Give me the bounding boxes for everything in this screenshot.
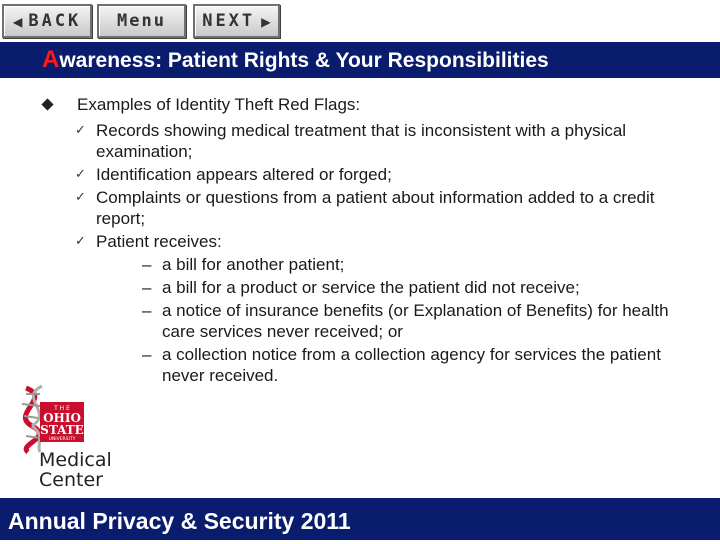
svg-text:T H E: T H E (54, 405, 70, 412)
sub-list-item-text: a bill for a product or service the patient did not receive; (162, 278, 580, 297)
list-item-text: Patient receives: (96, 232, 222, 251)
list-item (0, 187, 720, 229)
logo-wordmark (39, 450, 112, 490)
list-item-text: Identification appears altered or forged; (96, 165, 392, 184)
slide-title (0, 42, 720, 78)
checkmark-bullet-icon: ✓ (75, 123, 86, 138)
sub-list-item-text: a collection notice from a collection agency for services the patient never received. (162, 345, 661, 385)
dash-bullet: – (142, 255, 152, 274)
slide-content (0, 94, 720, 388)
menu-button[interactable] (97, 4, 186, 38)
sub-list-item-text: a notice of insurance benefits (or Explanation of Benefits) for health care services never received; or (162, 301, 669, 341)
sub-list-item (0, 344, 720, 386)
logo-line-center: Center (39, 469, 103, 491)
sub-list-item (0, 254, 720, 275)
checkmark-bullet-icon: ✓ (75, 234, 86, 249)
dash-bullet: – (142, 345, 152, 364)
svg-text:STATE: STATE (40, 423, 84, 437)
title-initial: A (42, 46, 60, 73)
logo-line-medical: Medical (39, 449, 112, 471)
arrow-right-icon: ▶ (261, 11, 271, 31)
svg-text:UNIVERSITY: UNIVERSITY (48, 437, 76, 442)
list-item (0, 120, 720, 162)
sub-list-item (0, 300, 720, 342)
menu-button-label: Menu (117, 11, 166, 31)
list-item-text: Complaints or questions from a patient about information added to a credit report; (96, 188, 655, 228)
dash-bullet: – (142, 278, 152, 297)
diamond-bullet-icon (41, 98, 53, 110)
list-item (0, 231, 720, 252)
checkmark-bullet-icon: ✓ (75, 190, 86, 205)
footer-text: Annual Privacy & Security 2011 (8, 508, 351, 534)
medical-center-logo (12, 384, 122, 491)
dash-bullet: – (142, 301, 152, 320)
next-button-label: NEXT (202, 11, 256, 31)
sub-list-item-text: a bill for another patient; (162, 255, 345, 274)
heading-text: Examples of Identity Theft Red Flags: (77, 95, 361, 114)
back-button-label: BACK (28, 11, 82, 31)
svg-text:OHIO: OHIO (43, 411, 81, 425)
back-button[interactable] (2, 4, 92, 38)
title-text: wareness: Patient Rights & Your Responsibilities (59, 49, 549, 72)
next-button[interactable] (193, 4, 280, 38)
list-item (0, 164, 720, 185)
footer-bar (0, 498, 720, 540)
osu-seal-icon (12, 384, 122, 454)
arrow-left-icon: ◀ (12, 11, 23, 31)
bullet-heading (0, 94, 720, 115)
sub-list-item (0, 277, 720, 298)
checkmark-bullet-icon: ✓ (75, 167, 86, 182)
list-item-text: Records showing medical treatment that is inconsistent with a physical examination; (96, 121, 627, 161)
